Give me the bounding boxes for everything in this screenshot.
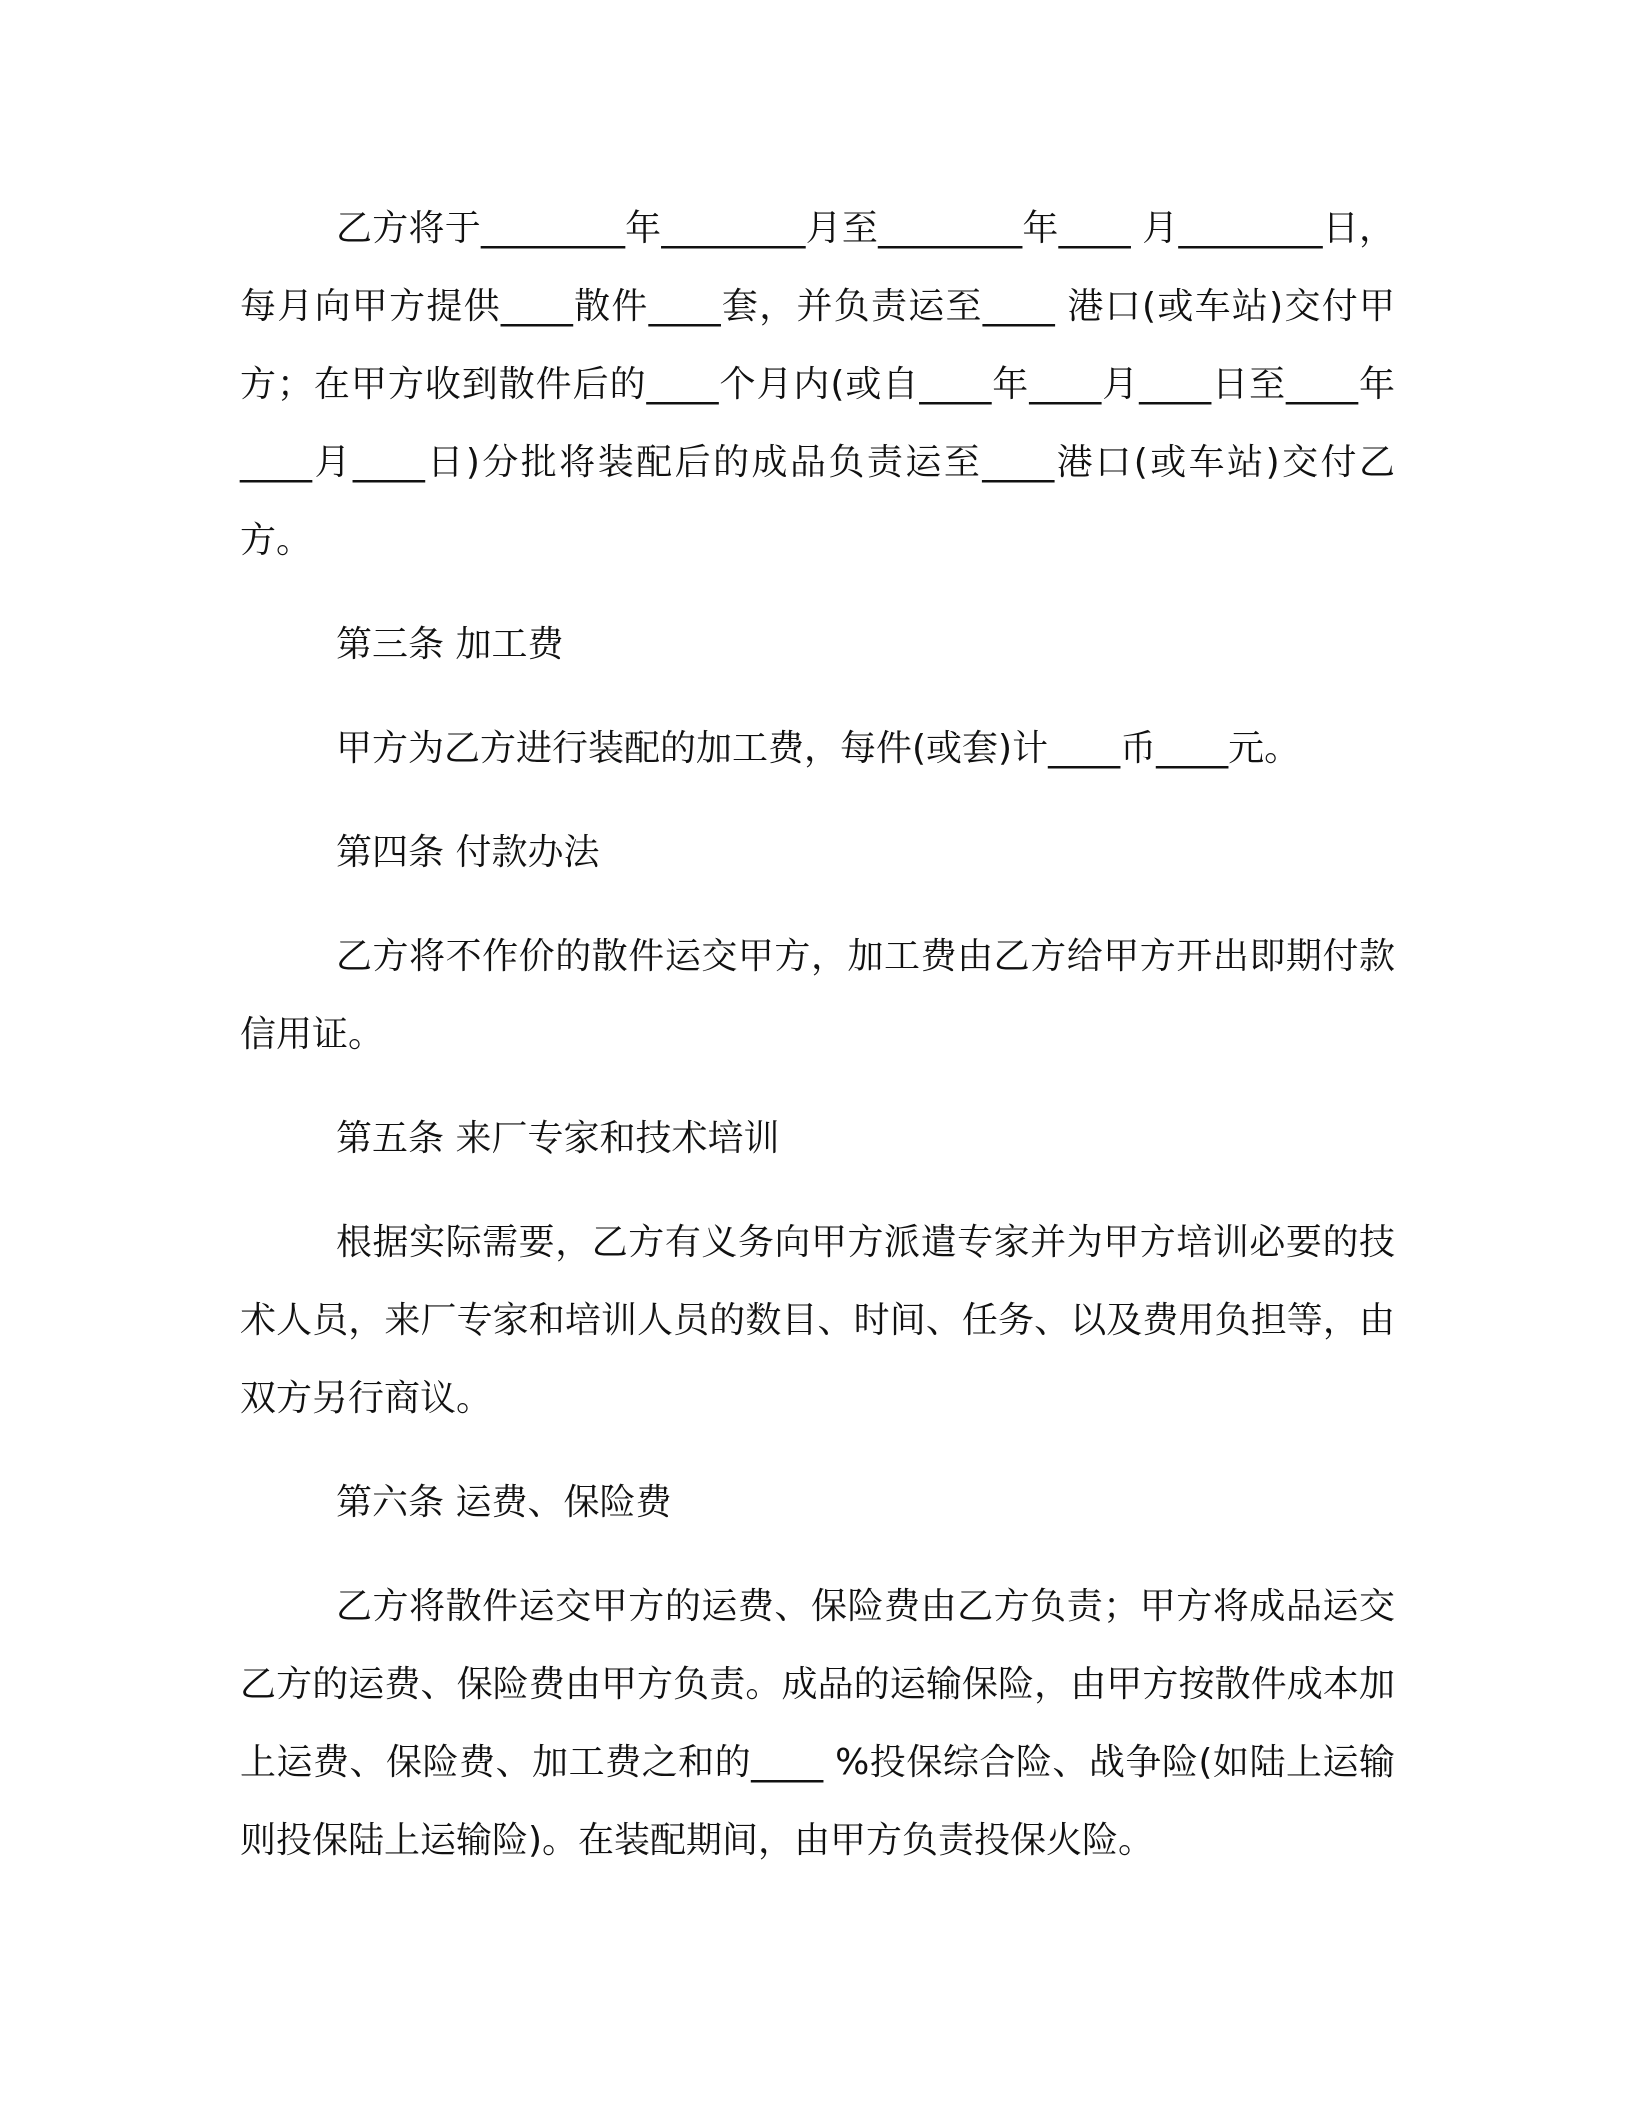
article-3-heading: 第三条 加工费 [336, 624, 564, 665]
article-4-heading: 第四条 付款办法 [336, 832, 600, 873]
document-body [240, 190, 1395, 1906]
freight-insurance-paragraph: 乙方将散件运交甲方的运费、保险费由乙方负责；甲方将成品运交乙方的运费、保险费由甲方负责。成品的运输保险，由甲方按散件成本加上运费、保险费、加工费之和的____ %投保综合险、战争险(如陆上运输则投保陆上运输险)。在装配期间，由甲方负责投保火险。 [240, 1586, 1395, 1861]
payment-method-paragraph: 乙方将不作价的散件运交甲方，加工费由乙方给甲方开出即期付款信用证。 [240, 936, 1395, 1055]
article-6-heading: 第六条 运费、保险费 [336, 1482, 672, 1523]
experts-training-paragraph: 根据实际需要，乙方有义务向甲方派遣专家并为甲方培训必要的技术人员，来厂专家和培训人员的数目、时间、任务、以及费用负担等，由双方另行商议。 [240, 1222, 1395, 1419]
delivery-schedule-paragraph: 乙方将于________年________月至________年____ 月________日，每月向甲方提供____散件____套，并负责运至____ 港口(或车站)交付甲方；在甲方收到散件后的____个月内(或自____年____月____日至____年____月____日)分批将装配后的成品负责运至____港口(或车站)交付乙方。 [240, 208, 1395, 561]
article-5-heading: 第五条 来厂专家和技术培训 [336, 1118, 780, 1159]
processing-fee-paragraph: 甲方为乙方进行装配的加工费，每件(或套)计____币____元。 [336, 728, 1301, 769]
